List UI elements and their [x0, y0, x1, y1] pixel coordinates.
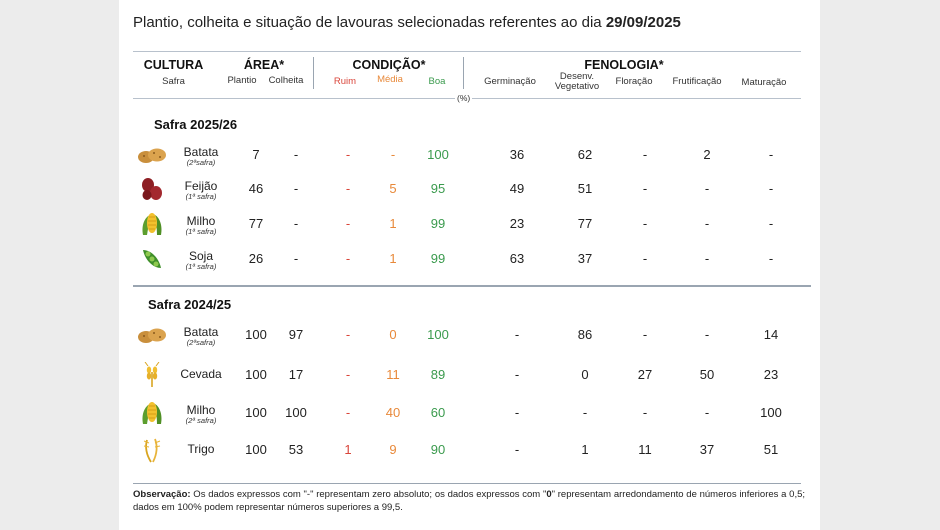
cell-boa: 100: [427, 327, 449, 342]
corn-icon: [137, 211, 167, 237]
crop-label: Soja: [188, 249, 214, 263]
crop-name: [166, 180, 236, 201]
header-maturacao: Maturação: [741, 77, 787, 88]
header-condicao-media: Média: [377, 74, 403, 85]
cell-boa: 99: [430, 251, 446, 266]
cell-desenv: -: [582, 405, 588, 420]
cell-floracao: 27: [637, 367, 653, 382]
cell-frutificacao: -: [704, 181, 710, 196]
cell-boa: 100: [427, 147, 449, 162]
cell-plantio: 77: [248, 216, 264, 231]
cell-plantio: 100: [245, 327, 267, 342]
report-page: [119, 0, 820, 530]
crop-label: Batata: [183, 145, 219, 159]
observation-note: Observação: Os dados expressos com "-" representam zero absoluto; os dados expressos com "0" representam arredondamento de números inferiores a 0,5; dados em 100% podem representar números superiores a 99,5.: [133, 489, 806, 513]
cell-frutificacao: -: [704, 216, 710, 231]
cell-media: 1: [389, 216, 397, 231]
cell-ruim: 1: [344, 442, 352, 457]
cell-ruim: -: [345, 251, 351, 266]
cell-frutificacao: 37: [699, 442, 715, 457]
header-area: ÁREA*: [243, 58, 285, 72]
cell-boa: 99: [430, 216, 446, 231]
cell-media: -: [390, 147, 396, 162]
cell-frutificacao: 50: [699, 367, 715, 382]
cell-frutificacao: -: [704, 405, 710, 420]
cell-maturacao: -: [768, 251, 774, 266]
cell-boa: 89: [430, 367, 446, 382]
cell-colheita: -: [293, 216, 299, 231]
cell-floracao: -: [642, 405, 648, 420]
cell-germinacao: 49: [509, 181, 525, 196]
cell-germinacao: 23: [509, 216, 525, 231]
cell-boa: 90: [430, 442, 446, 457]
cell-colheita: 17: [288, 367, 304, 382]
cell-plantio: 46: [248, 181, 264, 196]
cell-maturacao: -: [768, 216, 774, 231]
cell-colheita: -: [293, 147, 299, 162]
cell-colheita: 97: [288, 327, 304, 342]
cell-colheita: 53: [288, 442, 304, 457]
crop-name: [166, 250, 236, 271]
cell-germinacao: -: [514, 367, 520, 382]
cell-desenv: 0: [581, 367, 589, 382]
crop-label: Milho: [186, 214, 216, 228]
cell-maturacao: 14: [763, 327, 779, 342]
cell-maturacao: 23: [763, 367, 779, 382]
cell-media: 11: [386, 367, 400, 382]
crop-label: Feijão: [184, 179, 218, 193]
header-divider-area: [313, 57, 314, 89]
cell-germinacao: -: [514, 405, 520, 420]
header-cultura-safra: Safra: [162, 76, 185, 87]
crop-safra-label: (2ªsafra): [186, 158, 216, 167]
crop-name: [166, 215, 236, 236]
cell-desenv: 62: [577, 147, 593, 162]
cell-floracao: -: [642, 216, 648, 231]
soy-icon: [137, 246, 167, 272]
cell-plantio: 7: [252, 147, 260, 162]
section-title-2025-26: Safra 2025/26: [154, 117, 238, 132]
cell-boa: 60: [430, 405, 446, 420]
cell-desenv: 77: [577, 216, 593, 231]
cell-floracao: -: [642, 147, 648, 162]
header-frutificacao: Frutificação: [672, 76, 722, 87]
header-condicao: CONDIÇÃO*: [352, 58, 426, 72]
cell-maturacao: 51: [763, 442, 779, 457]
cell-floracao: 11: [638, 442, 652, 457]
cell-plantio: 26: [248, 251, 264, 266]
barley-icon: [137, 362, 167, 388]
header-germinacao: Germinação: [484, 76, 536, 87]
crop-label: Cevada: [180, 367, 222, 381]
cell-plantio: 100: [245, 367, 267, 382]
cell-floracao: -: [642, 251, 648, 266]
crop-label: Batata: [183, 325, 219, 339]
cell-media: 40: [385, 405, 401, 420]
cell-frutificacao: -: [704, 327, 710, 342]
header-condicao-ruim: Ruim: [333, 76, 357, 87]
cell-germinacao: -: [514, 442, 520, 457]
crop-name: [166, 146, 236, 167]
cell-frutificacao: 2: [703, 147, 711, 162]
cell-desenv: 86: [577, 327, 593, 342]
header-condicao-boa: Boa: [428, 76, 446, 87]
page-title: Plantio, colheita e situação de lavouras selecionadas referentes ao dia 29/09/2025: [133, 14, 681, 31]
header-percent-unit: (%): [457, 93, 471, 103]
header-cultura: CULTURA: [143, 58, 204, 72]
cell-colheita: 100: [285, 405, 307, 420]
cell-colheita: -: [293, 251, 299, 266]
cell-floracao: -: [642, 181, 648, 196]
header-desenv-vegetativo: Desenv. Vegetativo: [554, 71, 600, 92]
cell-desenv: 37: [577, 251, 593, 266]
section-divider: [133, 285, 811, 287]
cell-desenv: 1: [581, 442, 589, 457]
cell-germinacao: 36: [509, 147, 525, 162]
cell-media: 1: [389, 251, 397, 266]
cell-floracao: -: [642, 327, 648, 342]
cell-plantio: 100: [245, 442, 267, 457]
header-floracao: Floração: [615, 76, 653, 87]
header-fenologia: FENOLOGIA*: [584, 58, 664, 72]
cell-ruim: -: [345, 327, 351, 342]
cell-ruim: -: [345, 147, 351, 162]
wheat-icon: [137, 437, 167, 463]
cell-frutificacao: -: [704, 251, 710, 266]
footer-rule: [133, 483, 801, 484]
crop-label: Milho: [186, 403, 216, 417]
crop-label: Trigo: [187, 442, 215, 456]
potato-icon: [137, 142, 167, 168]
cell-media: 9: [389, 442, 397, 457]
cell-maturacao: -: [768, 147, 774, 162]
bean-icon: [137, 176, 167, 202]
cell-ruim: -: [345, 216, 351, 231]
cell-maturacao: 100: [760, 405, 782, 420]
crop-safra-label: (2ªsafra): [186, 338, 216, 347]
crop-name: [166, 443, 236, 456]
crop-safra-label: (1ª safra): [185, 227, 217, 236]
corn-icon: [137, 400, 167, 426]
header-top-rule: [133, 51, 801, 52]
cell-ruim: -: [345, 181, 351, 196]
crop-safra-label: (1ª safra): [185, 262, 217, 271]
crop-name: [166, 404, 236, 425]
cell-media: 0: [389, 327, 397, 342]
cell-maturacao: -: [768, 181, 774, 196]
cell-boa: 95: [430, 181, 446, 196]
crop-safra-label: (2ª safra): [185, 416, 217, 425]
cell-plantio: 100: [245, 405, 267, 420]
header-area-colheita: Colheita: [268, 75, 304, 86]
crop-name: [166, 368, 236, 381]
cell-ruim: -: [345, 405, 351, 420]
cell-germinacao: -: [514, 327, 520, 342]
cell-desenv: 51: [577, 181, 593, 196]
cell-media: 5: [389, 181, 397, 196]
crop-name: [166, 326, 236, 347]
header-divider-condicao: [463, 57, 464, 89]
cell-ruim: -: [345, 367, 351, 382]
cell-colheita: -: [293, 181, 299, 196]
section-title-2024-25: Safra 2024/25: [148, 297, 232, 312]
cell-germinacao: 63: [509, 251, 525, 266]
potato-icon: [137, 322, 167, 348]
header-area-plantio: Plantio: [227, 75, 257, 86]
crop-safra-label: (1ª safra): [185, 192, 217, 201]
